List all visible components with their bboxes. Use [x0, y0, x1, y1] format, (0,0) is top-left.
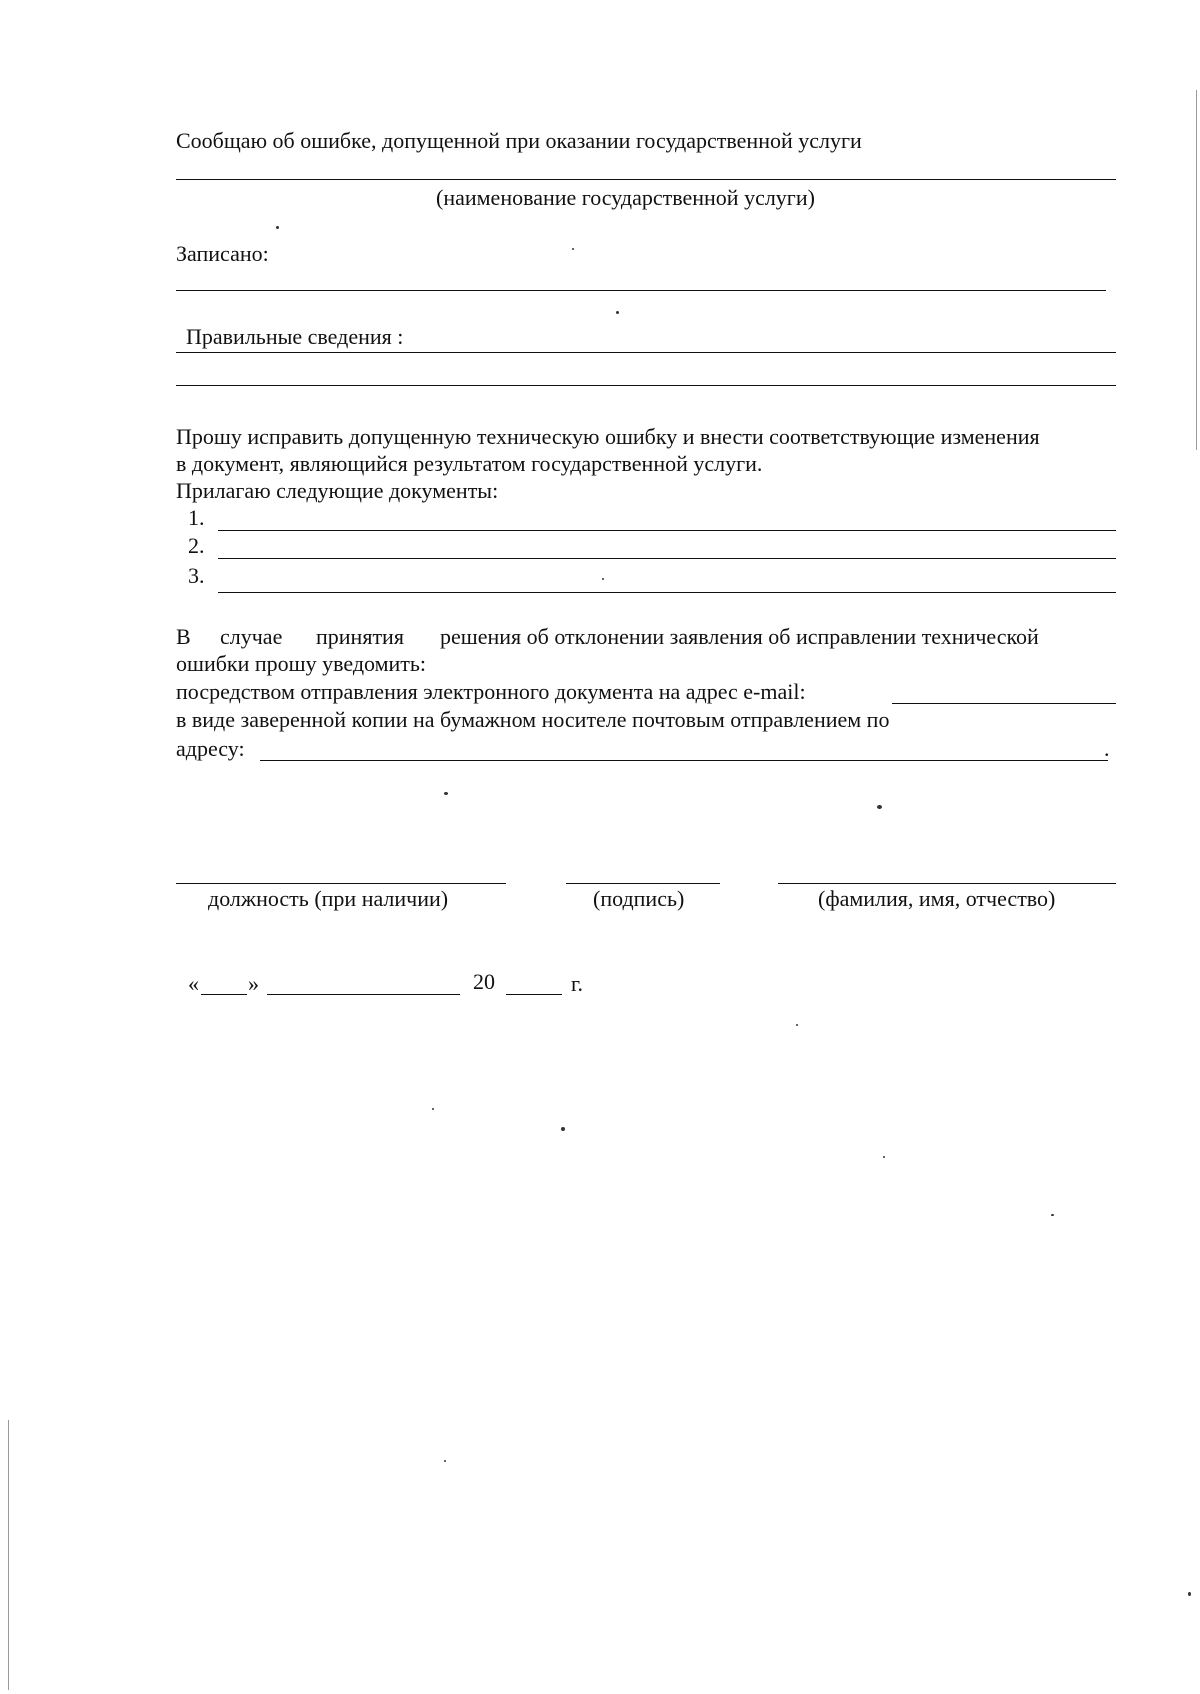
scan-speck	[1051, 1214, 1054, 1216]
attachment-number: 3.	[188, 563, 205, 588]
scan-speck	[877, 805, 882, 809]
full-name-caption: (фамилия, имя, отчество)	[818, 886, 1056, 911]
rejection-word: В	[176, 624, 191, 649]
scan-speck	[432, 1108, 434, 1110]
scan-edge-mark	[8, 1420, 9, 1690]
day-line	[201, 994, 247, 995]
scan-speck	[276, 226, 279, 229]
date-close-quote: »	[248, 971, 259, 996]
attachment-line	[218, 558, 1116, 559]
year-line	[506, 994, 562, 995]
email-line	[892, 703, 1116, 704]
scan-speck	[602, 578, 604, 580]
correct-info-line-2	[176, 385, 1116, 386]
month-line	[267, 994, 460, 995]
signature-line	[566, 883, 720, 884]
address-end: .	[1104, 736, 1110, 761]
service-name-line	[176, 179, 1116, 180]
date-open-quote: «	[188, 971, 199, 996]
written-line	[176, 290, 1106, 291]
scan-speck	[444, 792, 448, 795]
position-line	[176, 883, 506, 884]
email-label: посредством отправления электронного документа на адрес e-mail:	[176, 679, 806, 704]
signature-caption: (подпись)	[593, 886, 685, 911]
rejection-line-2: ошибки прошу уведомить:	[176, 651, 427, 676]
written-label: Записано:	[176, 241, 269, 266]
request-line-2: в документ, являющийся результатом государственной услуги.	[176, 451, 763, 476]
scan-edge-mark	[1196, 90, 1197, 450]
address-label: адресу:	[176, 736, 245, 761]
scan-speck	[572, 248, 574, 250]
scan-speck	[561, 1127, 565, 1131]
service-name-caption: (наименование государственной услуги)	[436, 185, 815, 210]
address-line	[260, 760, 1108, 761]
paper-copy-line: в виде заверенной копии на бумажном носителе почтовым отправлением по	[176, 707, 890, 732]
scan-speck	[883, 1156, 885, 1158]
rejection-word: случае	[220, 624, 283, 649]
attachment-line	[218, 530, 1116, 531]
scan-speck	[796, 1024, 798, 1026]
report-line: Сообщаю об ошибке, допущенной при оказании государственной услуги	[176, 128, 862, 153]
scan-speck	[1188, 1592, 1191, 1596]
correct-info-label: Правильные сведения :	[186, 324, 404, 349]
attach-label: Прилагаю следующие документы:	[176, 478, 499, 503]
position-caption: должность (при наличии)	[208, 886, 449, 911]
year-suffix: г.	[571, 971, 584, 996]
correct-info-line-1	[176, 352, 1116, 353]
request-line-1: Прошу исправить допущенную техническую ошибку и внести соответствующие изменения	[176, 424, 1040, 449]
rejection-word: принятия	[316, 624, 404, 649]
rejection-rest: решения об отклонении заявления об исправлении технической	[440, 624, 1039, 649]
year-prefix: 20	[473, 969, 495, 994]
scan-speck	[444, 1460, 446, 1462]
scan-speck	[616, 311, 619, 314]
attachment-line	[218, 592, 1116, 593]
attachment-number: 2.	[188, 533, 205, 558]
full-name-line	[778, 883, 1116, 884]
attachment-number: 1.	[188, 505, 205, 530]
